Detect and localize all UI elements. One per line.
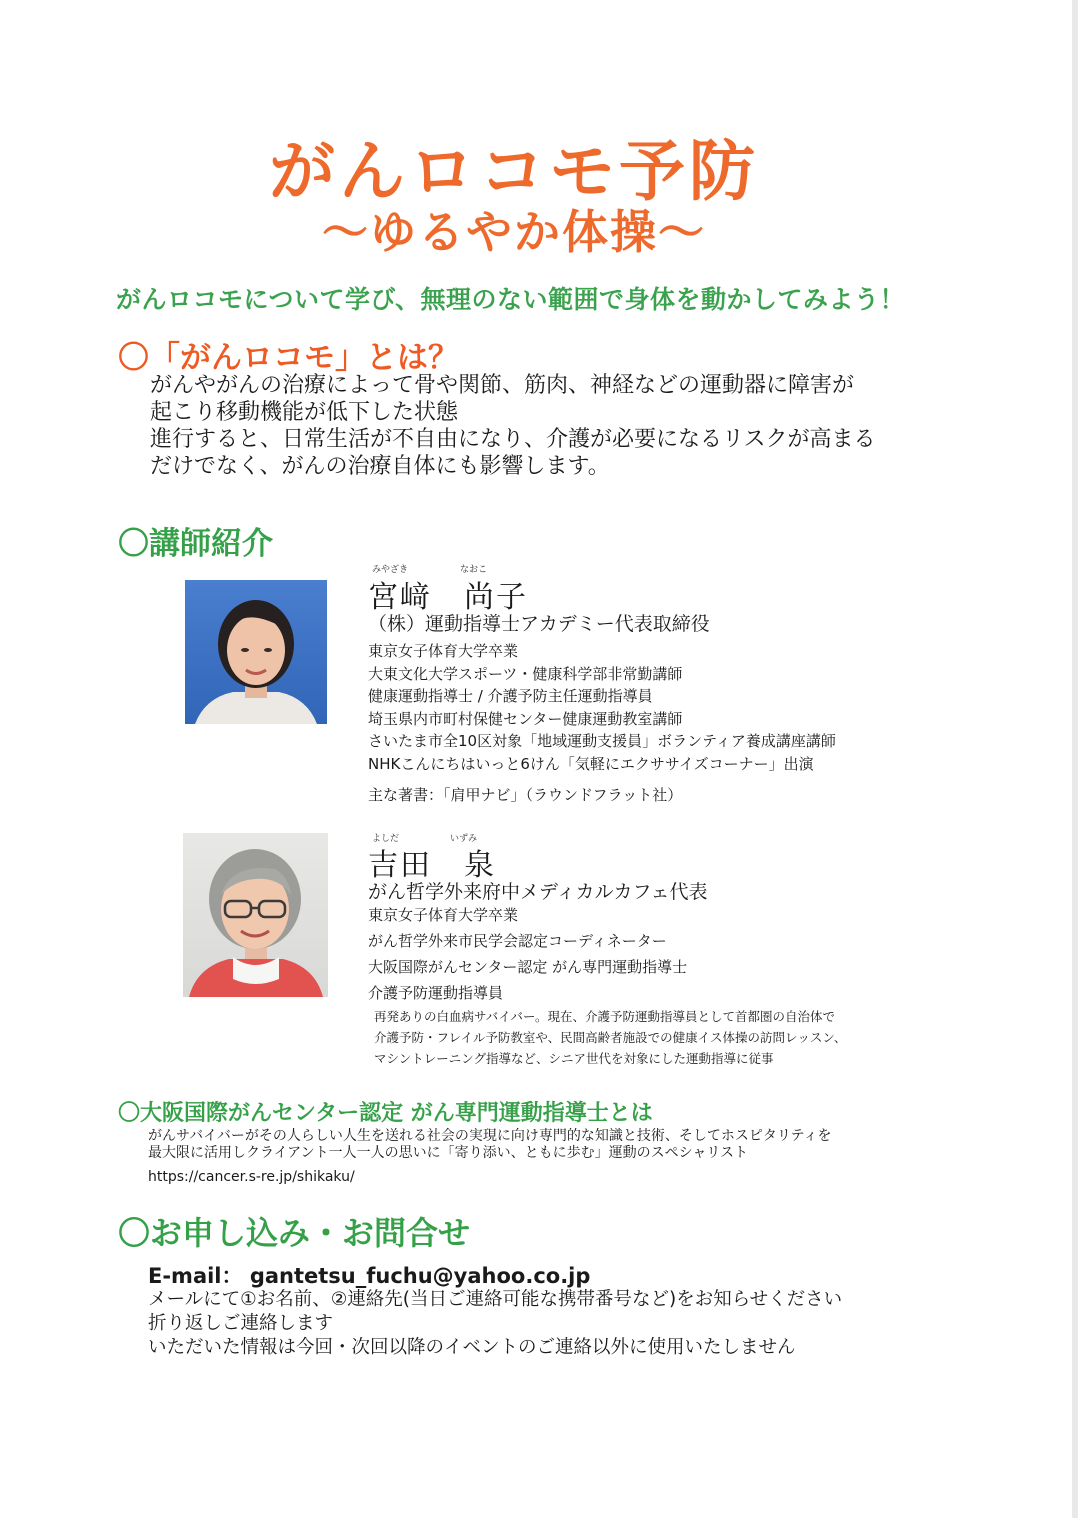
note-line: マシントレーニング指導など、シニア世代を対象にした運動指導に従事	[374, 1051, 774, 1066]
what-is-line: がんやがんの治療によって骨や関節、筋肉、神経などの運動器に障害が	[150, 373, 855, 398]
bio-line: 東京女子体育大学卒業	[368, 906, 519, 924]
what-is-line: だけでなく、がんの治療自体にも影響します。	[150, 454, 610, 479]
page-subtitle: 〜ゆるやか体操〜	[322, 205, 706, 259]
bio-line: NHKこんにちはいっと6けん「気軽にエクササイズコーナー」出演	[368, 754, 814, 773]
furigana-family: みやざき	[372, 565, 409, 575]
what-is-heading: 〇「がんロコモ」とは？	[118, 340, 459, 376]
contact-instructions	[148, 1288, 842, 1360]
instructor-bio	[368, 902, 687, 1006]
email-row	[148, 1260, 590, 1290]
instructor-note	[374, 1006, 846, 1069]
bio-line: 大阪国際がんセンター認定 がん専門運動指導士	[368, 958, 688, 976]
certification-line: がんサバイバーがその人らしい人生を送れる社会の実現に向け専門的な知識と技術、そしてホスピタリティを	[148, 1128, 832, 1144]
what-is-line: 進行すると、日常生活が不自由になり、介護が必要になるリスクが高まる	[150, 427, 876, 452]
certification-url[interactable]: https://cancer.s-re.jp/shikaku/	[148, 1169, 355, 1185]
email-label: E-mail：	[148, 1264, 243, 1288]
apply-heading: 〇お申し込み・お問合せ	[118, 1214, 471, 1252]
tagline: がんロコモについて学び、無理のない範囲で身体を動かしてみよう！	[116, 285, 906, 314]
bio-line: 東京女子体育大学卒業	[368, 642, 519, 660]
bio-line: 健康運動指導士 / 介護予防主任運動指導員	[368, 687, 653, 705]
bio-line: 介護予防運動指導員	[368, 984, 504, 1002]
contact-line: いただいた情報は今回・次回以降のイベントのご連絡以外に使用いたしません	[148, 1337, 796, 1358]
certification-heading: 〇大阪国際がんセンター認定 がん専門運動指導士とは	[118, 1101, 653, 1126]
bio-line: がん哲学外来市民学会認定コーディネーター	[368, 932, 667, 950]
instructor-role: （株）運動指導士アカデミー代表取締役	[368, 613, 710, 635]
furigana-given: なおこ	[460, 565, 488, 575]
bio-line: 大東文化大学スポーツ・健康科学部非常勤講師	[368, 664, 683, 683]
instructor-book: 主な著書：「肩甲ナビ」（ラウンドフラット社）	[368, 786, 683, 804]
page-title: がんロコモ予防	[269, 133, 759, 210]
page-edge-shadow	[1072, 0, 1078, 1518]
instructor-bio	[368, 640, 836, 775]
instructor-role: がん哲学外来府中メディカルカフェ代表	[368, 881, 708, 903]
what-is-line: 起こり移動機能が低下した状態	[150, 400, 459, 425]
bio-line: さいたま市全10区対象「地域運動支援員」ボランティア養成講座講師	[368, 732, 836, 750]
note-line: 介護予防・フレイル予防教室や、民間高齢者施設での健康イス体操の訪問レッスン、	[374, 1030, 847, 1045]
contact-line: 折り返しご連絡します	[148, 1313, 334, 1334]
instructor-photo-miyazaki	[185, 580, 327, 724]
contact-line: メールにて①お名前、②連絡先(当日ご連絡可能な携帯番号など)をお知らせください	[148, 1289, 843, 1310]
bio-line: 埼玉県内市町村保健センター健康運動教室講師	[368, 709, 683, 728]
furigana-given: いずみ	[450, 834, 478, 844]
instructor-photo-yoshida	[183, 833, 328, 997]
certification-line: 最大限に活用しクライアント一人一人の思いに「寄り添い、ともに歩む」運動のスペシャリスト	[148, 1145, 749, 1161]
instructors-heading: 〇講師紹介	[118, 526, 273, 562]
note-line: 再発ありの白血病サバイバー。現在、介護予防運動指導員として首都圏の自治体で	[374, 1009, 836, 1024]
email-link[interactable]: gantetsu_fuchu@yahoo.co.jp	[249, 1264, 591, 1288]
instructor-name: 吉田 泉	[368, 848, 496, 883]
furigana-family: よしだ	[372, 834, 400, 844]
instructor-name: 宮﨑 尚子	[368, 580, 528, 615]
what-is-description	[150, 372, 876, 480]
certification-description	[148, 1128, 831, 1162]
